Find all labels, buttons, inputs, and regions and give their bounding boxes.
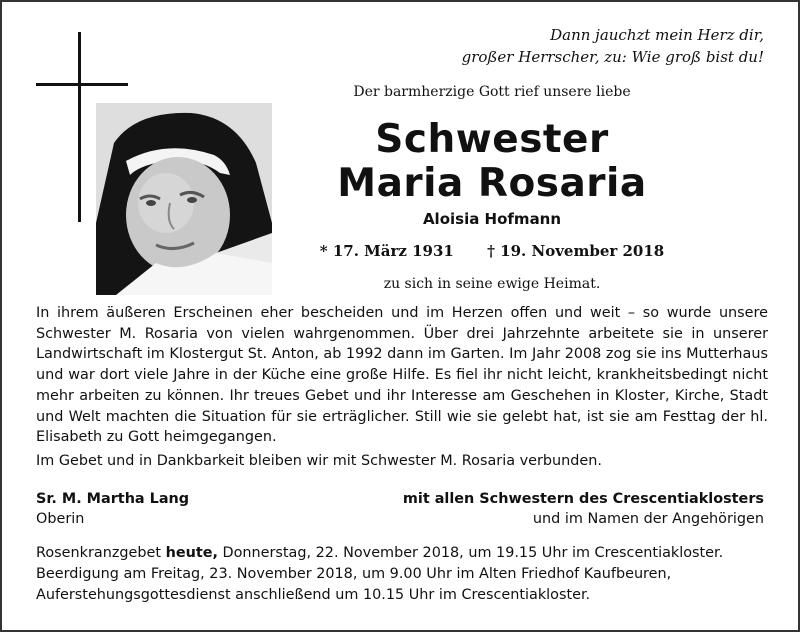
quote-line-1: Dann jauchzt mein Herz dir, — [550, 26, 764, 44]
rosary-today: heute, — [165, 545, 218, 561]
eulogy-text: In ihrem äußeren Erscheinen eher bescheiden und im Herzen offen und weit – so wurde unsere Schwester M. Rosaria von vielen wahrgenommen. Über drei Jahrzehnte arbeitete sie in unserer Landwirtschaft im Klostergut St. Anton, ab 1992 dann im Garten. Im Jahr 2008 zog sie ins Mutterhaus und war dort viele Jahre in der Küche eine große Hilfe. Es fiel ihr nicht leicht, krankheitsbedingt nicht mehr arbeiten zu können. Ihr treues Gebet und ihr Interesse am Geschehen in Kloster, Kirche, Stadt und Welt machten die Situation für sie erträglicher. Still wie sie gelebt hat, ist sie am Festtag der hl. Elisabeth zu Gott heimgegangen. — [36, 305, 768, 446]
burial-line: Beerdigung am Freitag, 23. November 2018, um 9.00 Uhr im Alten Friedhof Kaufbeuren, — [36, 566, 672, 582]
signature-relatives: und im Namen der Angehörigen — [532, 511, 764, 527]
death-date: † 19. November 2018 — [487, 242, 665, 260]
cross-icon-bar — [36, 83, 128, 86]
life-dates — [302, 242, 682, 260]
signature-community: mit allen Schwestern des Crescentiaklosters — [402, 491, 764, 507]
signature-right — [403, 489, 764, 529]
signer-role: Oberin — [36, 511, 85, 527]
signature-left — [36, 489, 189, 529]
portrait-photo — [96, 103, 272, 295]
rosary-details: Donnerstag, 22. November 2018, um 19.15 Uhr im Crescentiakloster. — [217, 545, 724, 561]
rosary-line — [36, 543, 723, 564]
after-dates-text: zu sich in seine ewige Heimat. — [383, 276, 601, 292]
rosary-prefix: Rosenkranzgebet — [36, 545, 166, 561]
birth-date: * 17. März 1931 — [319, 242, 454, 260]
quote-line-2: großer Herrscher, zu: Wie groß bist du! — [461, 48, 764, 66]
prayer-text: Im Gebet und in Dankbarkeit bleiben wir mit Schwester M. Rosaria verbunden. — [36, 453, 602, 469]
service-details — [36, 543, 723, 606]
intro-text: Der barmherzige Gott rief unsere liebe — [353, 84, 631, 100]
portrait-illustration — [96, 103, 272, 295]
cross-icon — [78, 32, 81, 222]
name-religious: Maria Rosaria — [337, 161, 647, 206]
birth-name: Aloisia Hofmann — [422, 210, 562, 228]
name-title: Schwester — [375, 117, 609, 162]
signer-name: Sr. M. Martha Lang — [36, 491, 190, 507]
deceased-name — [302, 118, 682, 228]
bible-quote — [462, 24, 764, 68]
mass-line: Auferstehungsgottesdienst anschließend um 10.15 Uhr im Crescentiakloster. — [36, 587, 591, 603]
